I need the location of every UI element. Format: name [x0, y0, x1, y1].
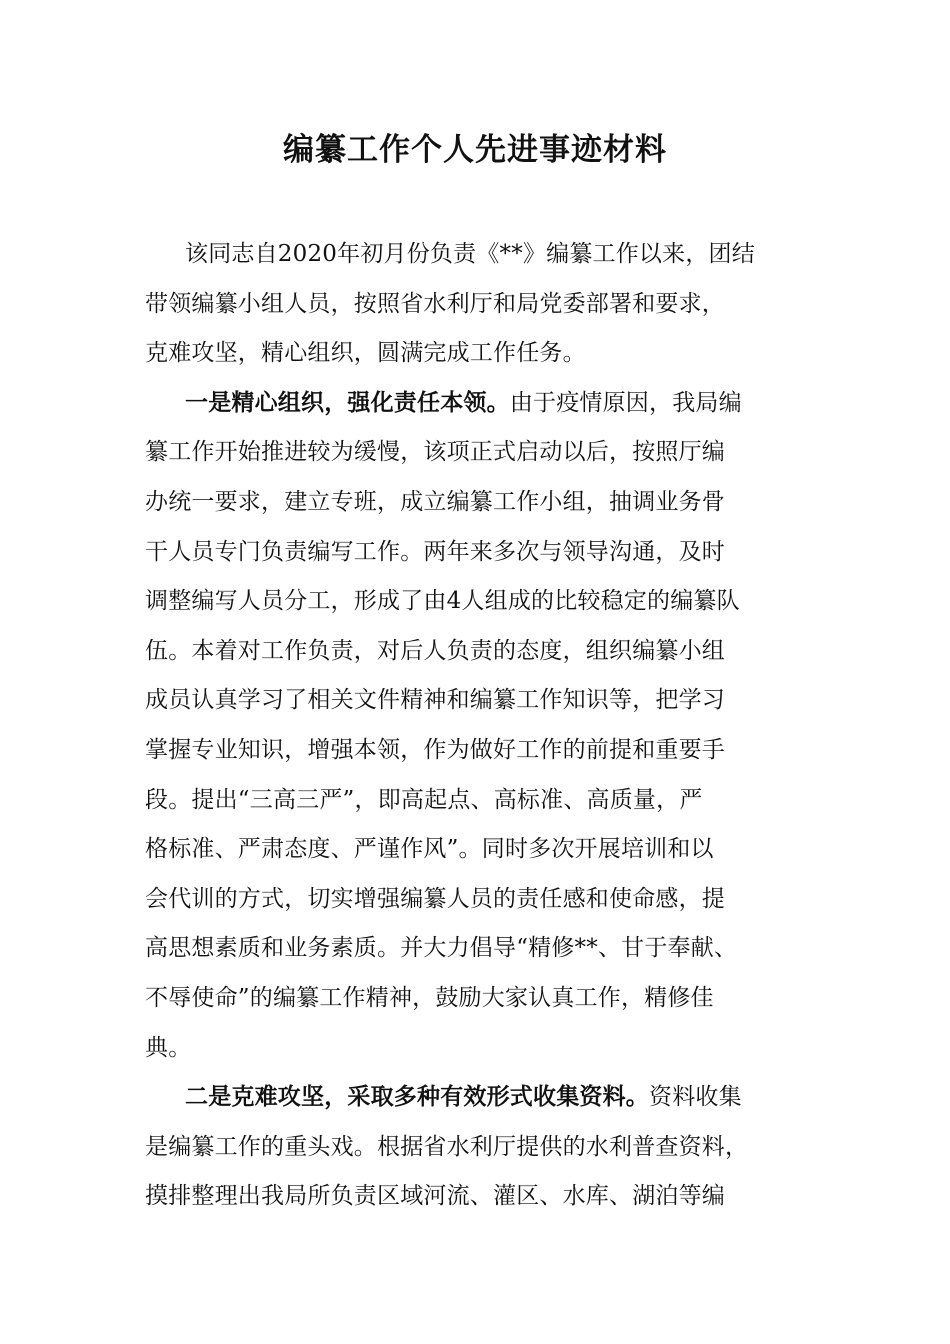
text-line	[145, 776, 815, 826]
line-text: 调整编写人员分工，形成了由4人组成的比较稳定的编纂队	[145, 588, 740, 615]
line-text: 典。	[145, 1034, 192, 1061]
line-text: 高思想素质和业务素质。并大力倡导“精修**、甘于奉献、	[145, 935, 738, 962]
text-line	[145, 1172, 815, 1222]
line-text: 格标准、严肃态度、严谨作风”。同时多次开展培训和以	[145, 836, 714, 863]
text-line	[145, 428, 815, 478]
line-text: 纂工作开始推进较为缓慢，该项正式启动以后，按照厅编	[145, 439, 725, 466]
text-line	[145, 924, 815, 974]
paragraph-lead: 一是精心组织，强化责任本领。	[185, 389, 510, 416]
document-body	[145, 230, 815, 1222]
line-text: 段。提出“三高三严”，即高起点、高标准、高质量，严	[145, 786, 703, 813]
document-title: 编纂工作个人先进事迹材料	[283, 132, 667, 168]
line-text: 成员认真学习了相关文件精神和编纂工作知识等，把学习	[145, 687, 725, 714]
line-text: 该同志自2020年初月份负责《**》编纂工作以来，团结	[185, 241, 755, 267]
text-line	[145, 478, 815, 528]
text-line	[145, 1024, 815, 1074]
line-text: 伍。本着对工作负责，对后人负责的态度，组织编纂小组	[145, 637, 725, 664]
line-text: 克难攻坚，精心组织，圆满完成工作任务。	[145, 340, 586, 367]
line-text: 会代训的方式，切实增强编纂人员的责任感和使命感，提	[145, 885, 725, 912]
line-text: 摸排整理出我局所负责区域河流、灌区、水库、湖泊等编	[145, 1183, 725, 1210]
text-line	[145, 676, 815, 726]
line-text: 是编纂工作的重头戏。根据省水利厅提供的水利普查资料，	[145, 1133, 749, 1160]
paragraph-lead: 二是克难攻坚，采取多种有效形式收集资料。	[185, 1084, 649, 1111]
text-line	[145, 726, 815, 776]
line-text: 不辱使命”的编纂工作精神，鼓励大家认真工作，精修佳	[145, 984, 714, 1011]
text-line	[145, 329, 815, 379]
text-line	[145, 577, 815, 627]
line-text: 由于疫情原因，我局编	[509, 389, 742, 416]
text-line	[145, 974, 815, 1024]
text-line	[145, 1073, 815, 1123]
text-line	[145, 1123, 815, 1173]
text-line	[145, 528, 815, 578]
text-line	[145, 280, 815, 330]
line-text: 办统一要求，建立专班，成立编纂工作小组，抽调业务骨	[145, 488, 725, 515]
text-line	[145, 875, 815, 925]
text-line	[145, 230, 815, 280]
text-line	[145, 627, 815, 677]
line-text: 带领编纂小组人员，按照省水利厅和局党委部署和要求，	[145, 290, 725, 317]
line-text: 资料收集	[649, 1084, 742, 1111]
line-text: 掌握专业知识，增强本领，作为做好工作的前提和重要手	[145, 736, 725, 763]
line-text: 干人员专门负责编写工作。两年来多次与领导沟通，及时	[145, 538, 725, 565]
text-line	[145, 825, 815, 875]
text-line	[145, 379, 815, 429]
